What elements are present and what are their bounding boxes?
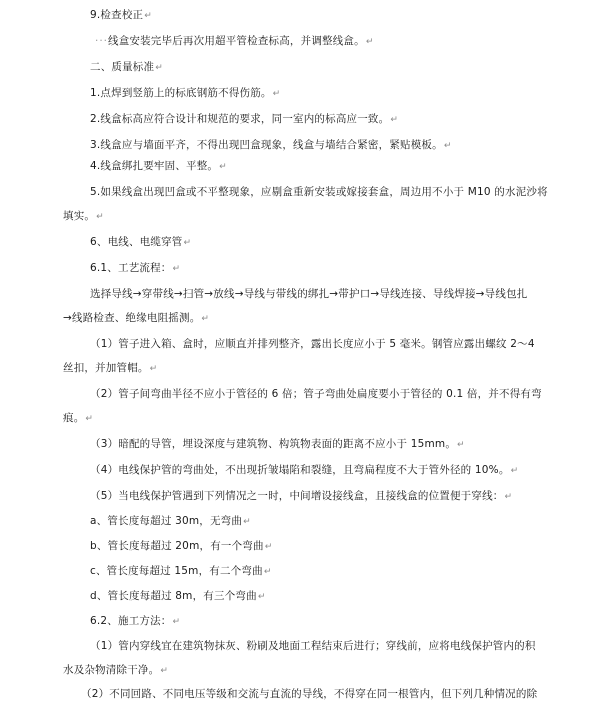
- section-heading-quality-standard: 二、质量标准↵: [90, 61, 163, 73]
- leader-dots: ···: [95, 35, 109, 47]
- quality-item-4: 4.线盒绑扎要牢固、平整。↵: [90, 160, 227, 172]
- quality-item-3: 3.线盒应与墙面平齐，不得出现凹盒现象，线盒与墙结合紧密，紧贴模板。↵: [90, 139, 452, 151]
- paragraph-mark-icon: ↵: [219, 162, 227, 172]
- paragraph-mark-icon: ↵: [257, 592, 266, 602]
- paragraph-mark-icon: ↵: [85, 414, 94, 424]
- subsection-heading-construction-method: 6.2、施工方法：↵: [90, 615, 181, 627]
- requirement-2: （2）管子间弯曲半径不应小于管径的 6 倍；管子弯曲处扁度要小于管径的 0.1 倍，并不得有弯: [90, 388, 542, 400]
- process-flow-text: 选择导线→穿带线→扫管→放线→导线与带线的绑扎→带护口→导线连接、导线焊接→导线包扎: [90, 288, 528, 300]
- paragraph-mark-icon: ↵: [183, 238, 192, 248]
- condition-b: b、管长度每超过 20m，有一个弯曲↵: [90, 540, 273, 552]
- paragraph-mark-icon: ↵: [243, 517, 251, 527]
- method-1-continued: 水及杂物清除干净。↵: [63, 664, 169, 676]
- paragraph-mark-icon: ↵: [264, 542, 273, 552]
- line-9-inspect-correct: 9.检查校正↵: [90, 9, 152, 21]
- paragraph-mark-icon: ↵: [96, 212, 104, 222]
- paragraph-mark-icon: ↵: [443, 141, 452, 151]
- quality-item-1: 1.点焊到竖筋上的标底钢筋不得伤筋。↵: [90, 87, 281, 99]
- requirement-2-continued: 痕。↵: [63, 412, 94, 424]
- paragraph-mark-icon: ↵: [272, 89, 281, 99]
- method-1: （1）管内穿线宜在建筑物抹灰、粉刷及地面工程结束后进行；穿线前，应将电线保护管内的积: [90, 640, 536, 652]
- paragraph-mark-icon: ↵: [172, 617, 181, 627]
- section-heading-wire-threading: 6、电线、电缆穿管↵: [90, 236, 192, 248]
- condition-c: c、管长度每超过 15m，有二个弯曲↵: [90, 565, 272, 577]
- quality-item-2: 2.线盒标高应符合设计和规范的要求，同一室内的标高应一致。↵: [90, 113, 399, 125]
- paragraph-mark-icon: ↵: [457, 440, 465, 450]
- paragraph-mark-icon: ↵: [155, 63, 163, 73]
- paragraph-mark-icon: ↵: [144, 11, 152, 21]
- paragraph-mark-icon: ↵: [149, 364, 158, 374]
- paragraph-mark-icon: ↵: [263, 567, 272, 577]
- paragraph-mark-icon: ↵: [365, 37, 374, 47]
- quality-item-5: 5.如果线盒出现凹盒或不平整现象，应剔盒重新安装或嫁接套盒，周边用不小于 M10 的水泥沙将: [90, 186, 548, 198]
- paragraph-mark-icon: ↵: [201, 314, 210, 324]
- quality-item-5-continued: 填实。↵: [63, 210, 104, 222]
- line-box-recheck: ···线盒安装完毕后再次用超平管检查标高，并调整线盒。↵: [95, 35, 374, 47]
- subsection-heading-process-flow: 6.1、工艺流程：↵: [90, 262, 181, 274]
- paragraph-mark-icon: ↵: [504, 492, 513, 502]
- requirement-3: （3）暗配的导管，埋设深度与建筑物、构筑物表面的距离不应小于 15mm。↵: [90, 438, 465, 450]
- requirement-4: （4）电线保护管的弯曲处，不出现折皱塌陷和裂缝，且弯扁程度不大于管外径的 10%。↵: [90, 464, 519, 476]
- process-flow-text-continued: →线路检查、绝缘电阻摇测。↵: [63, 312, 210, 324]
- condition-a: a、管长度每超过 30m，无弯曲↵: [90, 515, 251, 527]
- paragraph-mark-icon: ↵: [510, 466, 519, 476]
- paragraph-mark-icon: ↵: [390, 115, 399, 125]
- method-2: （2）不同回路、不同电压等级和交流与直流的导线，不得穿在同一根管内，但下列几种情况的除: [81, 688, 538, 700]
- requirement-1-continued: 丝扣，并加管帽。↵: [63, 362, 158, 374]
- condition-d: d、管长度每超过 8m，有三个弯曲↵: [90, 590, 266, 602]
- paragraph-mark-icon: ↵: [172, 264, 181, 274]
- paragraph-mark-icon: ↵: [160, 666, 169, 676]
- requirement-1: （1）管子进入箱、盒时，应顺直并排列整齐，露出长度应小于 5 毫米。钢管应露出螺纹 2～4: [90, 338, 535, 350]
- requirement-5: （5）当电线保护管遇到下列情况之一时，中间增设接线盒，且接线盒的位置便于穿线：↵: [90, 490, 513, 502]
